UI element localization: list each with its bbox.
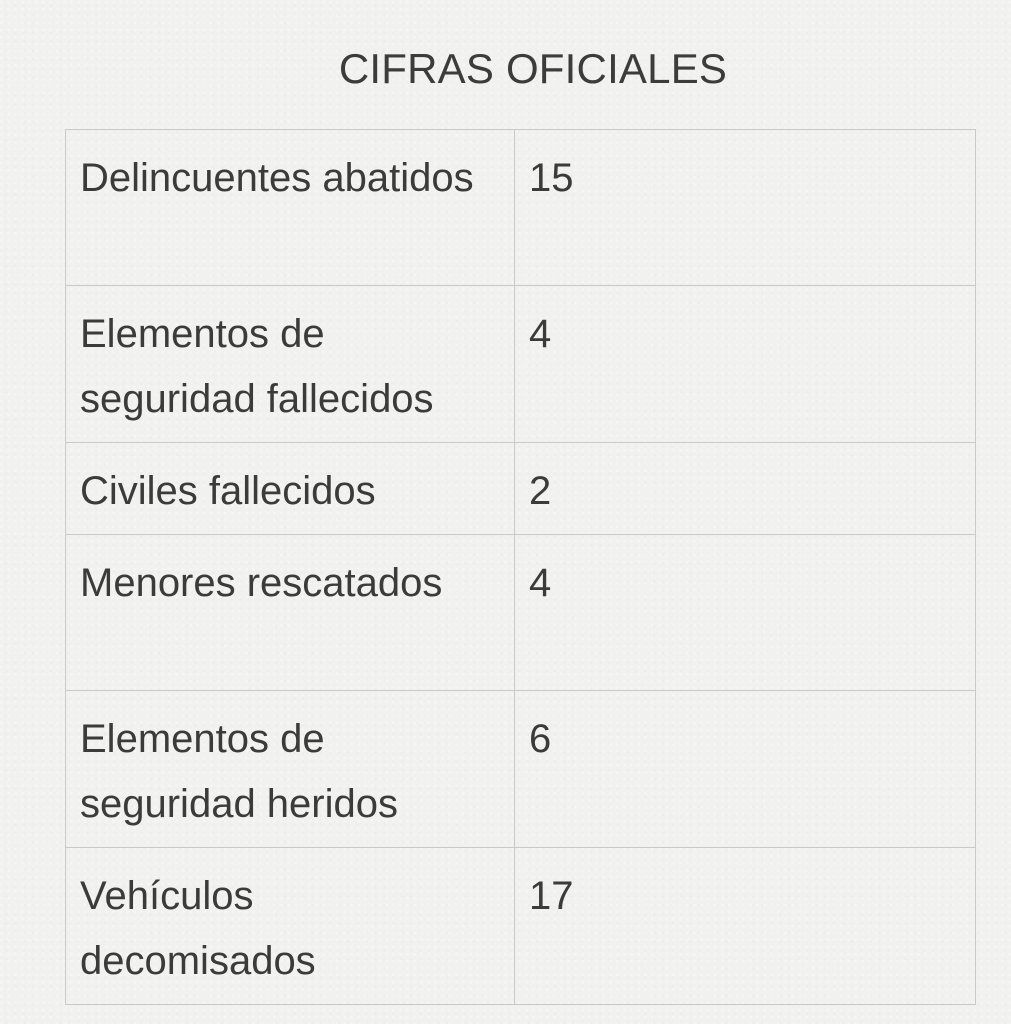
table-row (66, 443, 976, 535)
row-value: 4 (515, 535, 976, 691)
row-label: Menores rescatados (66, 535, 515, 691)
table-row (66, 286, 976, 443)
table-row (66, 535, 976, 691)
row-label: Civiles fallecidos (66, 443, 515, 535)
row-value: 4 (515, 286, 976, 443)
row-value: 15 (515, 130, 976, 286)
row-label: Elementos de seguridad fallecidos (66, 286, 515, 443)
table-row (66, 130, 976, 286)
row-label: Vehículos decomisados (66, 848, 515, 1005)
row-label: Delincuentes abatidos (66, 130, 515, 286)
row-value: 2 (515, 443, 976, 535)
row-value: 6 (515, 691, 976, 848)
page-title: CIFRAS OFICIALES (338, 45, 728, 92)
official-figures-table (65, 129, 976, 1005)
table-row (66, 848, 976, 1005)
row-label: Elementos de seguridad heridos (66, 691, 515, 848)
table-row (66, 691, 976, 848)
row-value: 17 (515, 848, 976, 1005)
